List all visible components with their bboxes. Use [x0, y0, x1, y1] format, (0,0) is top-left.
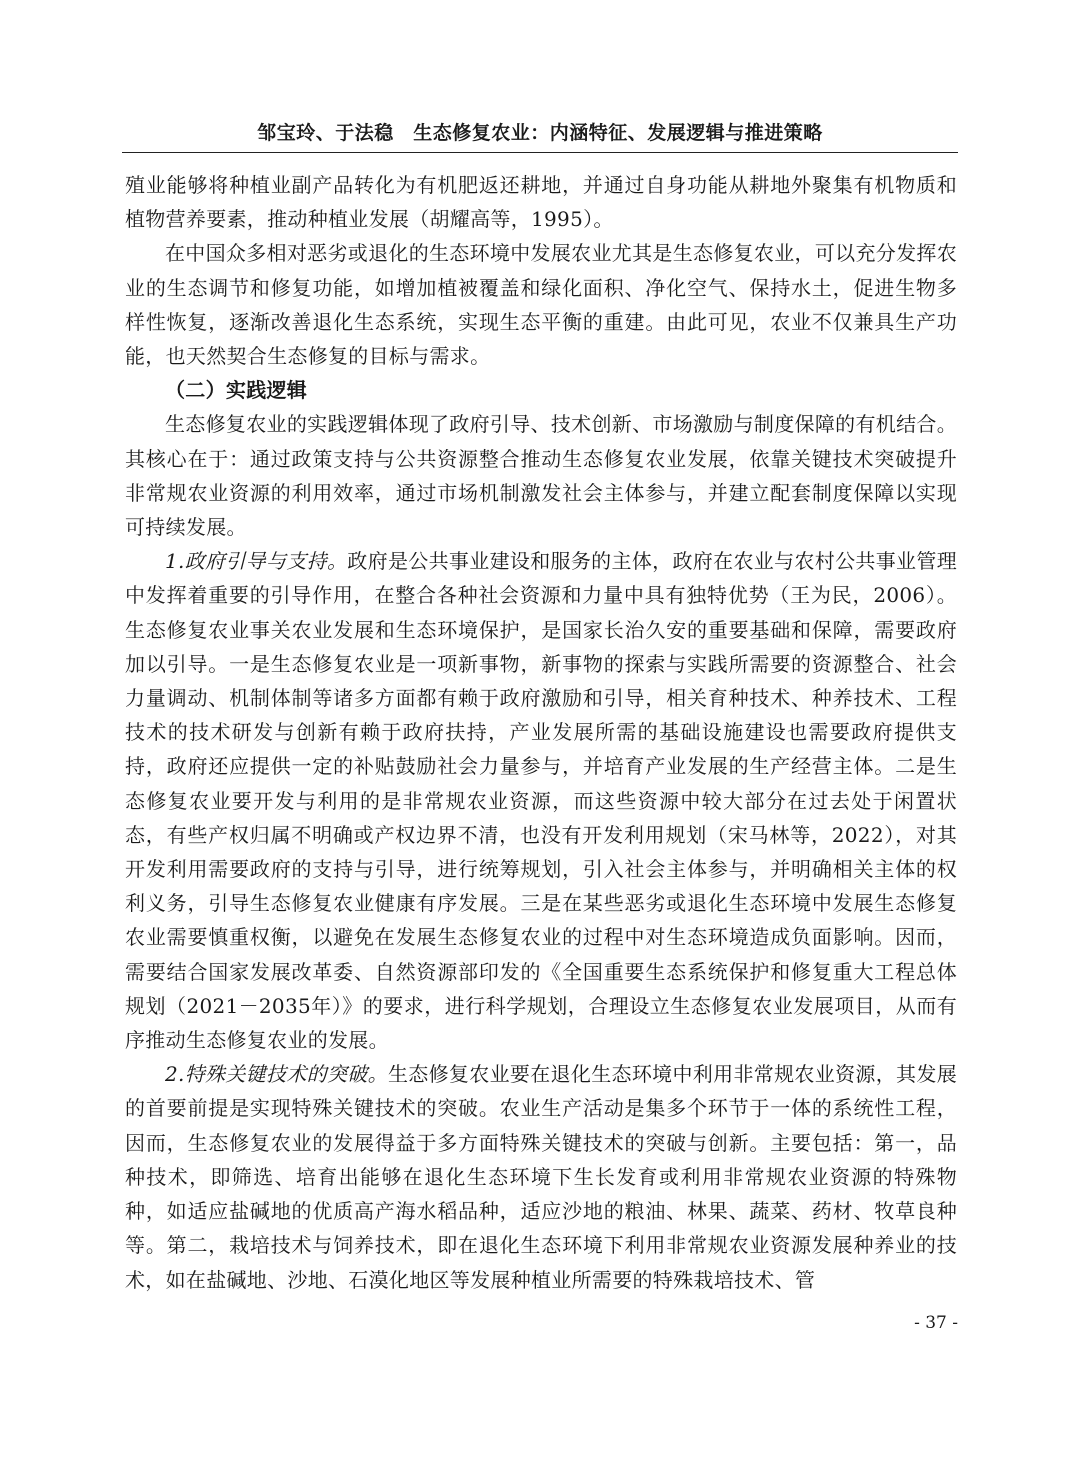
- section-heading-practice-logic: （二）实践逻辑: [165, 378, 308, 403]
- paragraph-key-technology: [125, 1057, 957, 1296]
- paragraph-lead-technology: 2.特殊关键技术的突破。: [165, 1062, 388, 1087]
- page-number: - 37 -: [914, 1313, 958, 1333]
- header-rule: [122, 152, 958, 153]
- paragraph-text-government: 政府是公共事业建设和服务的主体，政府在农业与农村公共事业管理中发挥着重要的引导作用，在整合各种社会资源和力量中具有独特优势（王为民，2006）。生态修复农业事关农业发展和生态环境保护，是国家长治久安的重要基础和保障，需要政府加以引导。一是生态修复农业是一项新事物，新事物的探索与实践所需要的资源整合、社会力量调动、机制体制等诸多方面都有赖于政府激励和引导，相关育种技术、种养技术、工程技术的技术研发与创新有赖于政府扶持，产业发展所需的基础设施建设也需要政府提供支持，政府还应提供一定的补贴鼓励社会力量参与，并培育产业发展的生产经营主体。二是生态修复农业要开发与利用的是非常规农业资源，而这些资源中较大部分在过去处于闲置状态，有些产权归属不明确或产权边界不清，也没有开发利用规划（宋马林等，2022），对其开发利用需要政府的支持与引导，进行统筹规划，引入社会主体参与，并明确相关主体的权利义务，引导生态修复农业健康有序发展。三是在某些恶劣或退化生态环境中发展生态修复农业需要慎重权衡，以避免在发展生态修复农业的过程中对生态环境造成负面影响。因而，需要结合国家发展改革委、自然资源部印发的《全国重要生态系统保护和修复重大工程总体规划（2021－2035年）》的要求，进行科学规划，合理设立生态修复农业发展项目，从而有序推动生态修复农业的发展。: [125, 549, 957, 1053]
- paragraph-text-technology: 生态修复农业要在退化生态环境中利用非常规农业资源，其发展的首要前提是实现特殊关键技术的突破。农业生产活动是集多个环节于一体的系统性工程，因而，生态修复农业的发展得益于多方面特殊关键技术的突破与创新。主要包括：第一，品种技术，即筛选、培育出能够在退化生态环境下生长发育或利用非常规农业资源的特殊物种，如适应盐碱地的优质高产海水稻品种，适应沙地的粮油、林果、蔬菜、药材、牧草良种等。第二，栽培技术与饲养技术，即在退化生态环境下利用非常规农业资源发展种养业的技术，如在盐碱地、沙地、石漠化地区等发展种植业所需要的特殊栽培技术、管: [125, 1062, 957, 1292]
- paragraph-continuation: 殖业能够将种植业副产品转化为有机肥返还耕地，并通过自身功能从耕地外聚集有机物质和植物营养要素，推动种植业发展（胡耀高等，1995）。: [125, 173, 957, 232]
- paragraph-lead-government: 1.政府引导与支持。: [165, 549, 348, 574]
- running-header-title: 邹宝玲、于法稳 生态修复农业：内涵特征、发展逻辑与推进策略: [257, 122, 823, 144]
- paragraph-practice-logic-intro: 生态修复农业的实践逻辑体现了政府引导、技术创新、市场激励与制度保障的有机结合。其核心在于：通过政策支持与公共资源整合推动生态修复农业发展，依靠关键技术突破提升非常规农业资源的利用效率，通过市场机制激发社会主体参与，并建立配套制度保障以实现可持续发展。: [125, 412, 957, 540]
- article-body: [125, 168, 957, 1297]
- paragraph-government-guidance: [125, 544, 957, 1057]
- paragraph-ecological-function: 在中国众多相对恶劣或退化的生态环境中发展农业尤其是生态修复农业，可以充分发挥农业的生态调节和修复功能，如增加植被覆盖和绿化面积、净化空气、保持水土，促进生物多样性恢复，逐渐改善退化生态系统，实现生态平衡的重建。由此可见，农业不仅兼具生产功能，也天然契合生态修复的目标与需求。: [125, 241, 957, 369]
